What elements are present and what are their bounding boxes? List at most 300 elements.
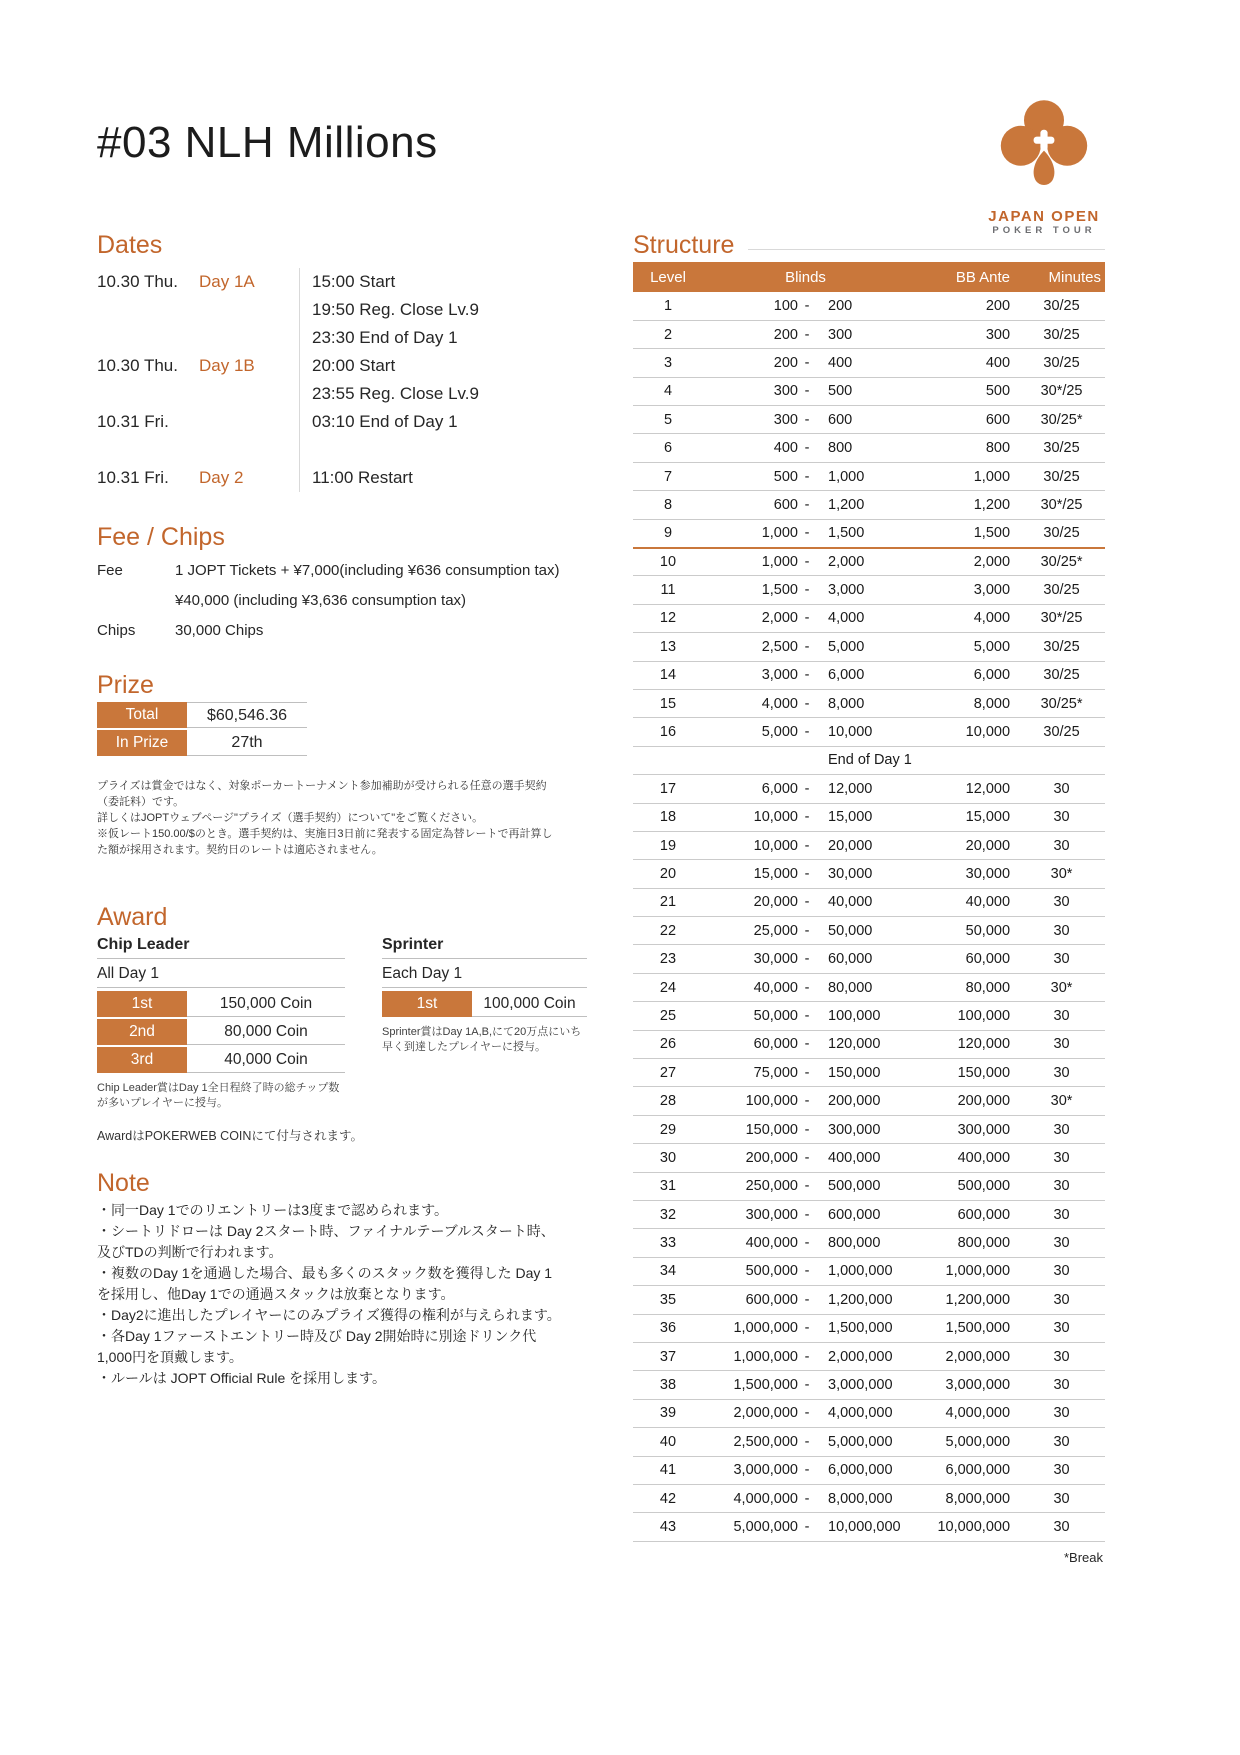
minutes-cell: 30	[1018, 1201, 1105, 1229]
big-blind-cell: 400,000	[816, 1144, 908, 1172]
column-header-level: Level	[633, 262, 703, 292]
small-blind-cell: 4,000	[703, 689, 798, 717]
small-blind-cell: 2,000,000	[703, 1399, 798, 1427]
blinds-dash: -	[798, 1002, 816, 1030]
bb-ante-cell: 300,000	[908, 1115, 1018, 1143]
fee-row-value: ¥40,000 (including ¥3,636 consumption tax)	[175, 592, 467, 609]
day-label: Day 1B	[199, 356, 255, 375]
blinds-dash: -	[798, 1314, 816, 1342]
structure-row	[633, 548, 1105, 576]
bb-ante-cell: 60,000	[908, 945, 1018, 973]
big-blind-cell: 8,000,000	[816, 1484, 908, 1512]
structure-row	[633, 633, 1105, 661]
small-blind-cell: 600,000	[703, 1286, 798, 1314]
minutes-cell: 30/25	[1018, 434, 1105, 462]
structure-row	[633, 973, 1105, 1001]
minutes-cell: 30	[1018, 1371, 1105, 1399]
bb-ante-cell: 15,000	[908, 803, 1018, 831]
bb-ante-cell: 400,000	[908, 1144, 1018, 1172]
minutes-cell: 30/25	[1018, 462, 1105, 490]
structure-row	[633, 1229, 1105, 1257]
bb-ante-cell: 3,000,000	[908, 1371, 1018, 1399]
note-item: ・同一Day 1でのリエントリーは3度まで認められます。	[97, 1202, 448, 1218]
blinds-dash: -	[798, 775, 816, 803]
left-column	[97, 230, 582, 1389]
bb-ante-cell: 1,000	[908, 462, 1018, 490]
level-cell: 40	[633, 1428, 703, 1456]
small-blind-cell: 5,000	[703, 718, 798, 746]
blinds-dash: -	[798, 1428, 816, 1456]
big-blind-cell: 2,000,000	[816, 1342, 908, 1370]
award-heading: Award	[97, 903, 168, 931]
big-blind-cell: 5,000	[816, 633, 908, 661]
bb-ante-cell: 8,000,000	[908, 1484, 1018, 1512]
minutes-cell: 30	[1018, 1428, 1105, 1456]
blinds-dash: -	[798, 1456, 816, 1484]
blinds-dash: -	[798, 718, 816, 746]
prize-note-line: 詳しくはJOPTウェブページ"プライズ（選手契約）について"をご覧ください。	[97, 812, 484, 824]
bb-ante-cell: 10,000	[908, 718, 1018, 746]
award-columns	[97, 932, 582, 1110]
level-cell: 12	[633, 604, 703, 632]
column-header-minutes: Minutes	[1018, 262, 1105, 292]
prize-row	[97, 730, 307, 756]
bb-ante-cell: 6,000	[908, 661, 1018, 689]
level-cell: 1	[633, 292, 703, 320]
bb-ante-cell: 1,000,000	[908, 1257, 1018, 1285]
day-label: Day 2	[199, 468, 244, 487]
jopt-clover-emblem-icon	[982, 96, 1106, 202]
minutes-cell: 30*/25	[1018, 491, 1105, 519]
sprinter-title: Sprinter	[382, 936, 587, 959]
blinds-dash: -	[798, 320, 816, 348]
small-blind-cell: 15,000	[703, 860, 798, 888]
big-blind-cell: 80,000	[816, 973, 908, 1001]
level-cell: 39	[633, 1399, 703, 1427]
level-cell: 5	[633, 406, 703, 434]
day-label	[199, 324, 299, 352]
minutes-cell: 30	[1018, 1314, 1105, 1342]
sprinter-caption: Sprinter賞はDay 1A,B,にて20万点にいち早く到達したプレイヤーに授与。	[382, 1026, 582, 1053]
date-label: 10.31 Fri.	[97, 468, 169, 487]
level-cell: 31	[633, 1172, 703, 1200]
jopt-logo	[982, 96, 1106, 236]
note-heading: Note	[97, 1169, 150, 1197]
level-cell: 3	[633, 349, 703, 377]
small-blind-cell: 50,000	[703, 1002, 798, 1030]
blinds-dash: -	[798, 548, 816, 576]
level-cell: 8	[633, 491, 703, 519]
level-cell: 23	[633, 945, 703, 973]
blinds-dash: -	[798, 406, 816, 434]
date-row	[97, 436, 562, 464]
prize-notes	[97, 778, 555, 858]
award-rank-badge: 1st	[382, 991, 472, 1017]
logo-text-poker-tour: POKER TOUR	[992, 225, 1096, 236]
blinds-dash: -	[798, 1172, 816, 1200]
bb-ante-cell: 800,000	[908, 1229, 1018, 1257]
structure-row	[633, 689, 1105, 717]
big-blind-cell: 30,000	[816, 860, 908, 888]
minutes-cell: 30/25	[1018, 661, 1105, 689]
big-blind-cell: 800	[816, 434, 908, 462]
structure-row	[633, 1059, 1105, 1087]
award-row	[97, 991, 345, 1017]
structure-row	[633, 1342, 1105, 1370]
structure-row	[633, 718, 1105, 746]
level-cell: 27	[633, 1059, 703, 1087]
big-blind-cell: 100,000	[816, 1002, 908, 1030]
structure-row	[633, 917, 1105, 945]
blinds-dash: -	[798, 491, 816, 519]
time-label: 23:30 End of Day 1	[299, 324, 562, 352]
structure-row	[633, 1484, 1105, 1512]
small-blind-cell: 500,000	[703, 1257, 798, 1285]
award-row	[382, 991, 587, 1017]
level-cell: 25	[633, 1002, 703, 1030]
date-label	[97, 380, 199, 408]
big-blind-cell: 200,000	[816, 1087, 908, 1115]
blinds-dash: -	[798, 1513, 816, 1541]
bb-ante-cell: 12,000	[908, 775, 1018, 803]
structure-table-body	[633, 292, 1105, 1541]
small-blind-cell: 100,000	[703, 1087, 798, 1115]
big-blind-cell: 300,000	[816, 1115, 908, 1143]
big-blind-cell: 200	[816, 292, 908, 320]
small-blind-cell: 150,000	[703, 1115, 798, 1143]
bb-ante-cell: 500,000	[908, 1172, 1018, 1200]
small-blind-cell: 200	[703, 320, 798, 348]
big-blind-cell: 6,000	[816, 661, 908, 689]
bb-ante-cell: 6,000,000	[908, 1456, 1018, 1484]
level-cell: 41	[633, 1456, 703, 1484]
bb-ante-cell: 30,000	[908, 860, 1018, 888]
date-label: 10.30 Thu.	[97, 272, 178, 291]
blinds-dash: -	[798, 519, 816, 547]
structure-row	[633, 320, 1105, 348]
blinds-dash: -	[798, 1257, 816, 1285]
blinds-dash: -	[798, 689, 816, 717]
structure-table	[633, 262, 1105, 1542]
bb-ante-cell: 2,000	[908, 548, 1018, 576]
blinds-dash: -	[798, 945, 816, 973]
bb-ante-cell: 400	[908, 349, 1018, 377]
date-label	[97, 324, 199, 352]
time-label: 20:00 Start	[299, 352, 562, 380]
minutes-cell: 30*/25	[1018, 604, 1105, 632]
level-cell: 28	[633, 1087, 703, 1115]
small-blind-cell: 75,000	[703, 1059, 798, 1087]
blinds-dash: -	[798, 434, 816, 462]
award-rank-badge: 2nd	[97, 1019, 187, 1045]
big-blind-cell: 1,500	[816, 519, 908, 547]
structure-row	[633, 1144, 1105, 1172]
sprinter-subtitle: Each Day 1	[382, 965, 587, 988]
note-list	[97, 1200, 562, 1389]
level-cell: 6	[633, 434, 703, 462]
small-blind-cell: 1,000,000	[703, 1314, 798, 1342]
small-blind-cell: 6,000	[703, 775, 798, 803]
fee-chips-heading: Fee / Chips	[97, 523, 225, 551]
note-item: ・複数のDay 1を通過した場合、最も多くのスタック数を獲得した Day 1を採用し、他Day 1での通過スタックは放棄となります。	[97, 1265, 553, 1302]
level-cell: 26	[633, 1030, 703, 1058]
award-row	[97, 1047, 345, 1073]
minutes-cell: 30	[1018, 1030, 1105, 1058]
big-blind-cell: 1,200	[816, 491, 908, 519]
big-blind-cell: 60,000	[816, 945, 908, 973]
big-blind-cell: 300	[816, 320, 908, 348]
small-blind-cell: 300	[703, 377, 798, 405]
bb-ante-cell: 100,000	[908, 1002, 1018, 1030]
small-blind-cell: 3,000,000	[703, 1456, 798, 1484]
prize-table	[97, 702, 307, 756]
level-cell: 34	[633, 1257, 703, 1285]
column-header-bb-ante: BB Ante	[908, 262, 1018, 292]
bb-ante-cell: 600,000	[908, 1201, 1018, 1229]
prize-section	[97, 670, 562, 858]
structure-row	[633, 491, 1105, 519]
bb-ante-cell: 300	[908, 320, 1018, 348]
note-section	[97, 1168, 562, 1389]
small-blind-cell: 600	[703, 491, 798, 519]
level-cell: 19	[633, 831, 703, 859]
structure-header-row	[633, 262, 1105, 292]
small-blind-cell: 10,000	[703, 803, 798, 831]
small-blind-cell: 300,000	[703, 1201, 798, 1229]
minutes-cell: 30*	[1018, 1087, 1105, 1115]
minutes-cell: 30/25	[1018, 633, 1105, 661]
sprinter-table	[382, 991, 587, 1017]
minutes-cell: 30	[1018, 917, 1105, 945]
blinds-dash: -	[798, 860, 816, 888]
minutes-cell: 30/25	[1018, 320, 1105, 348]
minutes-cell: 30*	[1018, 973, 1105, 1001]
structure-heading: Structure	[633, 231, 735, 259]
big-blind-cell: 3,000	[816, 576, 908, 604]
structure-row	[633, 406, 1105, 434]
small-blind-cell: 400	[703, 434, 798, 462]
small-blind-cell: 300	[703, 406, 798, 434]
note-item: ・Day2に進出したプレイヤーにのみプライズ獲得の権利が与えられます。	[97, 1307, 561, 1323]
blinds-dash: -	[798, 1371, 816, 1399]
bb-ante-cell: 20,000	[908, 831, 1018, 859]
level-cell: 21	[633, 888, 703, 916]
small-blind-cell: 25,000	[703, 917, 798, 945]
note-item: ・各Day 1ファーストエントリー時及び Day 2開始時に別途ドリンク代 1,000円を頂戴します。	[97, 1328, 537, 1365]
structure-row	[633, 1314, 1105, 1342]
big-blind-cell: 1,200,000	[816, 1286, 908, 1314]
blinds-dash: -	[798, 349, 816, 377]
time-label: 03:10 End of Day 1	[299, 408, 562, 436]
date-row	[97, 380, 562, 408]
structure-row	[633, 1002, 1105, 1030]
structure-row	[633, 831, 1105, 859]
minutes-cell: 30	[1018, 1144, 1105, 1172]
big-blind-cell: 4,000,000	[816, 1399, 908, 1427]
structure-row	[633, 292, 1105, 320]
blinds-dash: -	[798, 803, 816, 831]
level-cell: 35	[633, 1286, 703, 1314]
time-label: 19:50 Reg. Close Lv.9	[299, 296, 562, 324]
bb-ante-cell: 800	[908, 434, 1018, 462]
bb-ante-cell: 4,000,000	[908, 1399, 1018, 1427]
time-label	[299, 436, 562, 464]
fee-row-label	[97, 586, 175, 616]
fee-row-label: Chips	[97, 622, 136, 639]
date-label	[97, 296, 199, 324]
structure-row	[633, 1399, 1105, 1427]
small-blind-cell	[703, 746, 798, 774]
level-cell: 9	[633, 519, 703, 547]
minutes-cell: 30*	[1018, 860, 1105, 888]
award-rank-badge: 1st	[97, 991, 187, 1017]
level-cell: 30	[633, 1144, 703, 1172]
big-blind-cell: 40,000	[816, 888, 908, 916]
bb-ante-cell: 500	[908, 377, 1018, 405]
day-label	[199, 296, 299, 324]
small-blind-cell: 10,000	[703, 831, 798, 859]
big-blind-cell: 800,000	[816, 1229, 908, 1257]
big-blind-cell: 10,000,000	[816, 1513, 908, 1541]
big-blind-cell: 600	[816, 406, 908, 434]
blinds-dash: -	[798, 1144, 816, 1172]
structure-row	[633, 576, 1105, 604]
level-cell: 11	[633, 576, 703, 604]
time-label: 15:00 Start	[299, 268, 562, 296]
structure-row	[633, 462, 1105, 490]
minutes-cell: 30	[1018, 1002, 1105, 1030]
minutes-cell: 30/25*	[1018, 689, 1105, 717]
structure-row	[633, 604, 1105, 632]
award-section	[97, 902, 582, 1144]
big-blind-cell: 600,000	[816, 1201, 908, 1229]
level-cell: 29	[633, 1115, 703, 1143]
structure-row	[633, 661, 1105, 689]
logo-text-japan-open: JAPAN OPEN	[988, 208, 1100, 225]
level-cell: 33	[633, 1229, 703, 1257]
level-cell: 4	[633, 377, 703, 405]
blinds-dash: -	[798, 831, 816, 859]
structure-row	[633, 775, 1105, 803]
structure-row	[633, 1513, 1105, 1541]
page-title: #03 NLH Millions	[97, 118, 438, 167]
note-item: ・ルールは JOPT Official Rule を採用します。	[97, 1370, 387, 1386]
level-cell: 7	[633, 462, 703, 490]
day-label	[199, 408, 299, 436]
structure-row	[633, 803, 1105, 831]
small-blind-cell: 1,500	[703, 576, 798, 604]
date-row	[97, 268, 562, 296]
blinds-dash: -	[798, 604, 816, 632]
structure-row	[633, 860, 1105, 888]
structure-row	[633, 1172, 1105, 1200]
level-cell: 38	[633, 1371, 703, 1399]
fee-row-value: 30,000 Chips	[175, 622, 264, 639]
small-blind-cell: 30,000	[703, 945, 798, 973]
small-blind-cell: 1,000,000	[703, 1342, 798, 1370]
minutes-cell: 30	[1018, 1059, 1105, 1087]
bb-ante-cell: 120,000	[908, 1030, 1018, 1058]
bb-ante-cell: 80,000	[908, 973, 1018, 1001]
day-label: Day 1A	[199, 272, 255, 291]
prize-row-value: 27th	[187, 730, 307, 756]
small-blind-cell: 100	[703, 292, 798, 320]
bb-ante-cell: 3,000	[908, 576, 1018, 604]
minutes-cell: 30/25	[1018, 576, 1105, 604]
break-footnote: *Break	[1063, 1549, 1103, 1565]
big-blind-cell: 5,000,000	[816, 1428, 908, 1456]
bb-ante-cell: 40,000	[908, 888, 1018, 916]
big-blind-cell: End of Day 1	[816, 746, 908, 774]
minutes-cell: 30	[1018, 888, 1105, 916]
fee-table	[97, 556, 562, 646]
time-label: 11:00 Restart	[299, 464, 562, 492]
blinds-dash: -	[798, 917, 816, 945]
chip-leader-block	[97, 936, 345, 1111]
structure-row	[633, 1456, 1105, 1484]
level-cell: 37	[633, 1342, 703, 1370]
small-blind-cell: 40,000	[703, 973, 798, 1001]
big-blind-cell: 1,000	[816, 462, 908, 490]
big-blind-cell: 4,000	[816, 604, 908, 632]
bb-ante-cell	[908, 746, 1018, 774]
big-blind-cell: 20,000	[816, 831, 908, 859]
prize-row-value: $60,546.36	[187, 702, 307, 728]
blinds-dash: -	[798, 1399, 816, 1427]
structure-row	[633, 349, 1105, 377]
structure-table-head	[633, 262, 1105, 292]
small-blind-cell: 2,000	[703, 604, 798, 632]
level-cell: 20	[633, 860, 703, 888]
level-cell: 16	[633, 718, 703, 746]
level-cell: 42	[633, 1484, 703, 1512]
prize-heading: Prize	[97, 671, 154, 699]
level-cell: 15	[633, 689, 703, 717]
big-blind-cell: 2,000	[816, 548, 908, 576]
big-blind-cell: 150,000	[816, 1059, 908, 1087]
small-blind-cell: 5,000,000	[703, 1513, 798, 1541]
structure-row	[633, 1030, 1105, 1058]
small-blind-cell: 20,000	[703, 888, 798, 916]
blinds-dash: -	[798, 661, 816, 689]
award-value: 150,000 Coin	[187, 991, 345, 1017]
blinds-dash: -	[798, 1115, 816, 1143]
minutes-cell: 30	[1018, 945, 1105, 973]
structure-row	[633, 1286, 1105, 1314]
big-blind-cell: 1,500,000	[816, 1314, 908, 1342]
column-header-blinds: Blinds	[703, 262, 908, 292]
level-cell: 17	[633, 775, 703, 803]
big-blind-cell: 120,000	[816, 1030, 908, 1058]
small-blind-cell: 200,000	[703, 1144, 798, 1172]
prize-row	[97, 702, 307, 728]
level-cell: 18	[633, 803, 703, 831]
structure-row	[633, 1115, 1105, 1143]
dates-heading: Dates	[97, 231, 163, 259]
minutes-cell: 30	[1018, 1342, 1105, 1370]
fee-row	[97, 616, 562, 646]
small-blind-cell: 200	[703, 349, 798, 377]
bb-ante-cell: 5,000	[908, 633, 1018, 661]
small-blind-cell: 1,000	[703, 548, 798, 576]
bb-ante-cell: 10,000,000	[908, 1513, 1018, 1541]
structure-row	[633, 519, 1105, 547]
date-label	[97, 436, 199, 464]
small-blind-cell: 1,000	[703, 519, 798, 547]
big-blind-cell: 15,000	[816, 803, 908, 831]
award-rank-badge: 3rd	[97, 1047, 187, 1073]
blinds-dash	[798, 746, 816, 774]
